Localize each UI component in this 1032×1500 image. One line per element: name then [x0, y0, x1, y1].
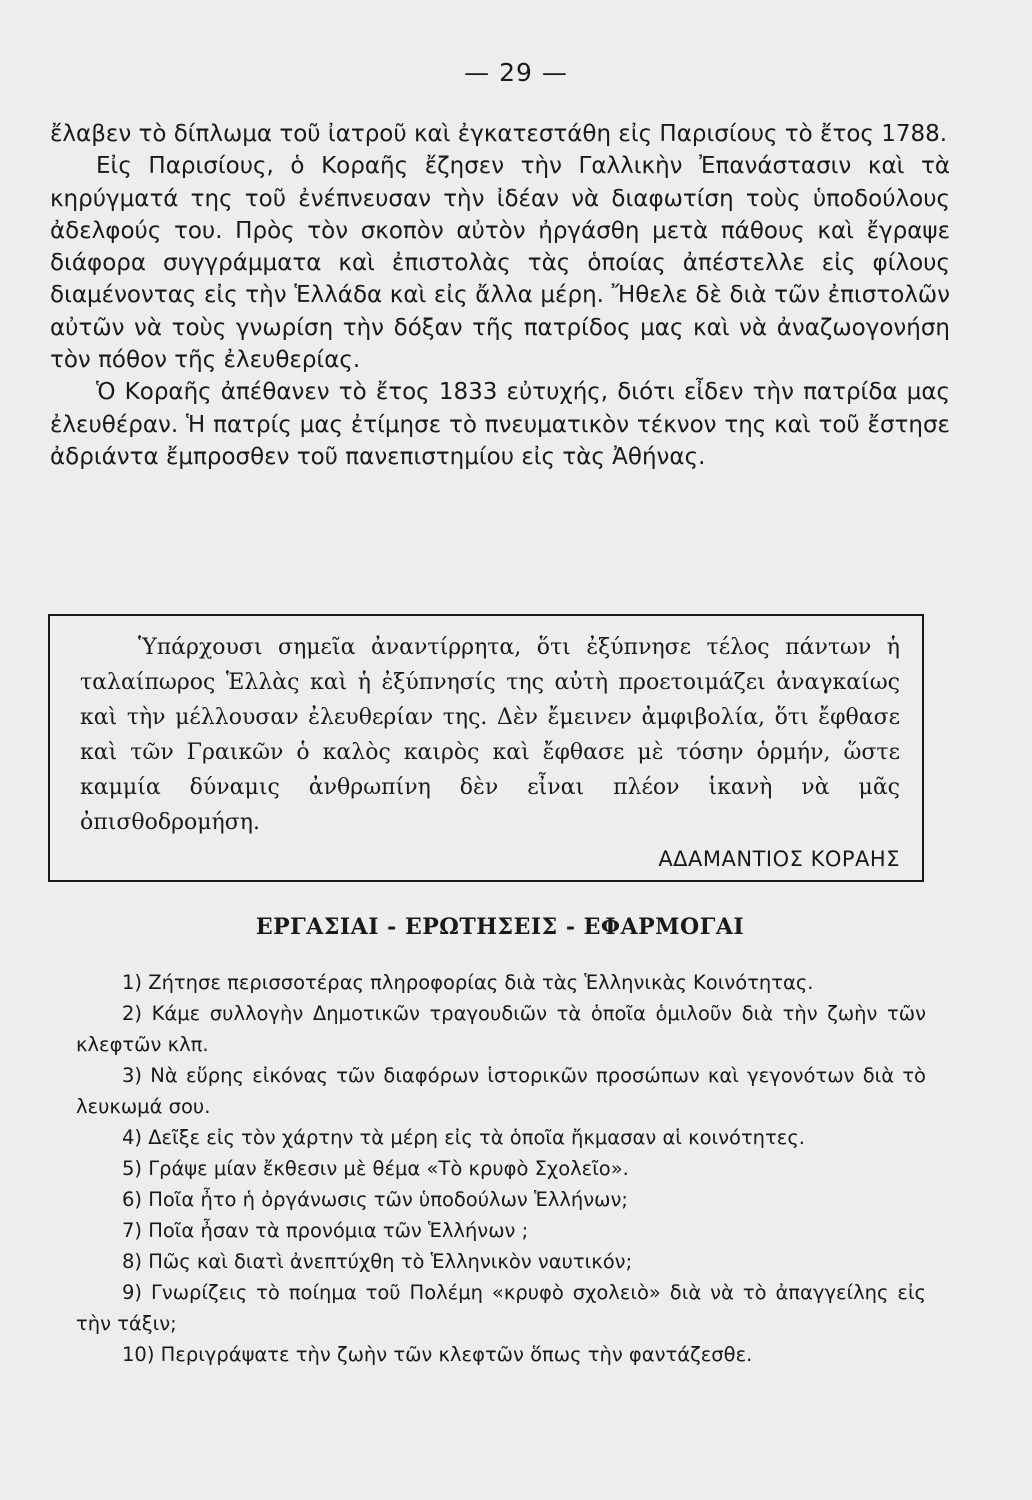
exercise-item: 2) Κάμε συλλογὴν Δημοτικῶν τραγουδιῶν τὰ ὁποῖα ὁμιλοῦν διὰ τὴν ζωὴν τῶν κλεφτῶν κλπ.	[76, 1002, 926, 1056]
exercise-item: 6) Ποῖα ἦτο ἡ ὀργάνωσις τῶν ὑποδούλων Ἑλλήνων;	[122, 1188, 628, 1211]
main-text	[50, 118, 950, 473]
exercise-item: 10) Περιγράψατε τὴν ζωὴν τῶν κλεφτῶν ὅπως τὴν φαντάζεσθε.	[122, 1343, 753, 1366]
paragraph-2: Εἰς Παρισίους, ὁ Κοραῆς ἔζησεν τὴν Γαλλικὴν Ἐπανάστασιν καὶ τὰ κηρύγματά της τοῦ ἐνέπνευσαν τὴν ἰδέαν νὰ διαφωτίση τοὺς ὑποδούλους ἀδελφούς του. Πρὸς τὸν σκοπὸν αὐτὸν ἠργάσθη μετὰ πάθους καὶ ἔγραψε διάφορα συγγράμματα καὶ ἐπιστολὰς τὰς ὁποίας ἀπέστελλε εἰς φίλους διαμένοντας εἰς τὴν Ἑλλάδα καὶ εἰς ἄλλα μέρη. Ἤθελε δὲ διὰ τῶν ἐπιστολῶν αὐτῶν νὰ τοὺς γνωρίση τὴν δόξαν τῆς πατρίδος μας καὶ νὰ ἀναζωογονήση τὸν πόθον τῆς ἐλευθερίας.	[50, 153, 950, 374]
exercise-item: 5) Γράψε μίαν ἔκθεσιν μὲ θέμα «Τὸ κρυφὸ Σχολεῖο».	[122, 1157, 629, 1180]
exercise-item: 4) Δεῖξε εἰς τὸν χάρτην τὰ μέρη εἰς τὰ ὁποῖα ἤκμασαν αἱ κοινότητες.	[122, 1126, 805, 1149]
exercise-item: 1) Ζήτησε περισσοτέρας πληροφορίας διὰ τὰς Ἑλληνικὰς Κοινότητας.	[122, 971, 814, 994]
quote-box	[48, 614, 924, 882]
quote-author: ΑΔΑΜΑΝΤΙΟΣ ΚΟΡΑΗΣ	[658, 847, 900, 871]
exercise-item: 9) Γνωρίζεις τὸ ποίημα τοῦ Πολέμη «κρυφὸ σχολειὸ» διὰ νὰ τὸ ἀπαγγείλης εἰς τὴν τάξιν;	[76, 1281, 926, 1335]
paragraph-1: ἔλαβεν τὸ δίπλωμα τοῦ ἰατροῦ καὶ ἐγκατεστάθη εἰς Παρισίους τὸ ἔτος 1788.	[50, 121, 948, 147]
section-heading: ΕΡΓΑΣΙΑΙ - ΕΡΩΤΗΣΕΙΣ - ΕΦΑΡΜΟΓΑΙ	[255, 914, 745, 940]
exercise-item: 8) Πῶς καὶ διατὶ ἀνεπτύχθη τὸ Ἑλληνικὸν ναυτικόν;	[122, 1250, 633, 1273]
exercise-item: 7) Ποῖα ἦσαν τὰ προνόμια τῶν Ἑλλήνων ;	[122, 1219, 529, 1242]
page-number: — 29 —	[464, 58, 568, 87]
exercise-item: 3) Νὰ εὕρης εἰκόνας τῶν διαφόρων ἱστορικῶν προσώπων καὶ γεγονότων διὰ τὸ λευκωμά σου.	[76, 1064, 926, 1118]
exercise-list	[76, 967, 926, 1370]
quote-text: Ὑπάρχουσι σημεῖα ἀναντίρρητα, ὅτι ἐξύπνησε τέλος πάντων ἡ ταλαίπωρος Ἑλλὰς καὶ ἡ ἐξύπνησίς της αὐτὴ προετοιμάζει ἀναγκαίως καὶ τὴν μέλλουσαν ἐλευθερίαν της. Δὲν ἔμεινεν ἀμφιβολία, ὅτι ἔφθασε καὶ τῶν Γραικῶν ὁ καλὸς καιρὸς καὶ ἔφθασε μὲ τόσην ὁρμήν, ὥστε καμμία δύναμις ἀνθρωπίνη δὲν εἶναι πλέον ἱκανὴ νὰ μᾶς ὀπισθοδρομήση.	[80, 635, 900, 835]
paragraph-3: Ὁ Κοραῆς ἀπέθανεν τὸ ἔτος 1833 εὐτυχής, διότι εἶδεν τὴν πατρίδα μας ἐλευθέραν. Ἡ πατρίς μας ἐτίμησε τὸ πνευματικὸν τέκνον της καὶ τοῦ ἔστησε ἀδριάντα ἔμπροσθεν τοῦ πανεπιστημίου εἰς τὰς Ἀθήνας.	[50, 379, 950, 470]
